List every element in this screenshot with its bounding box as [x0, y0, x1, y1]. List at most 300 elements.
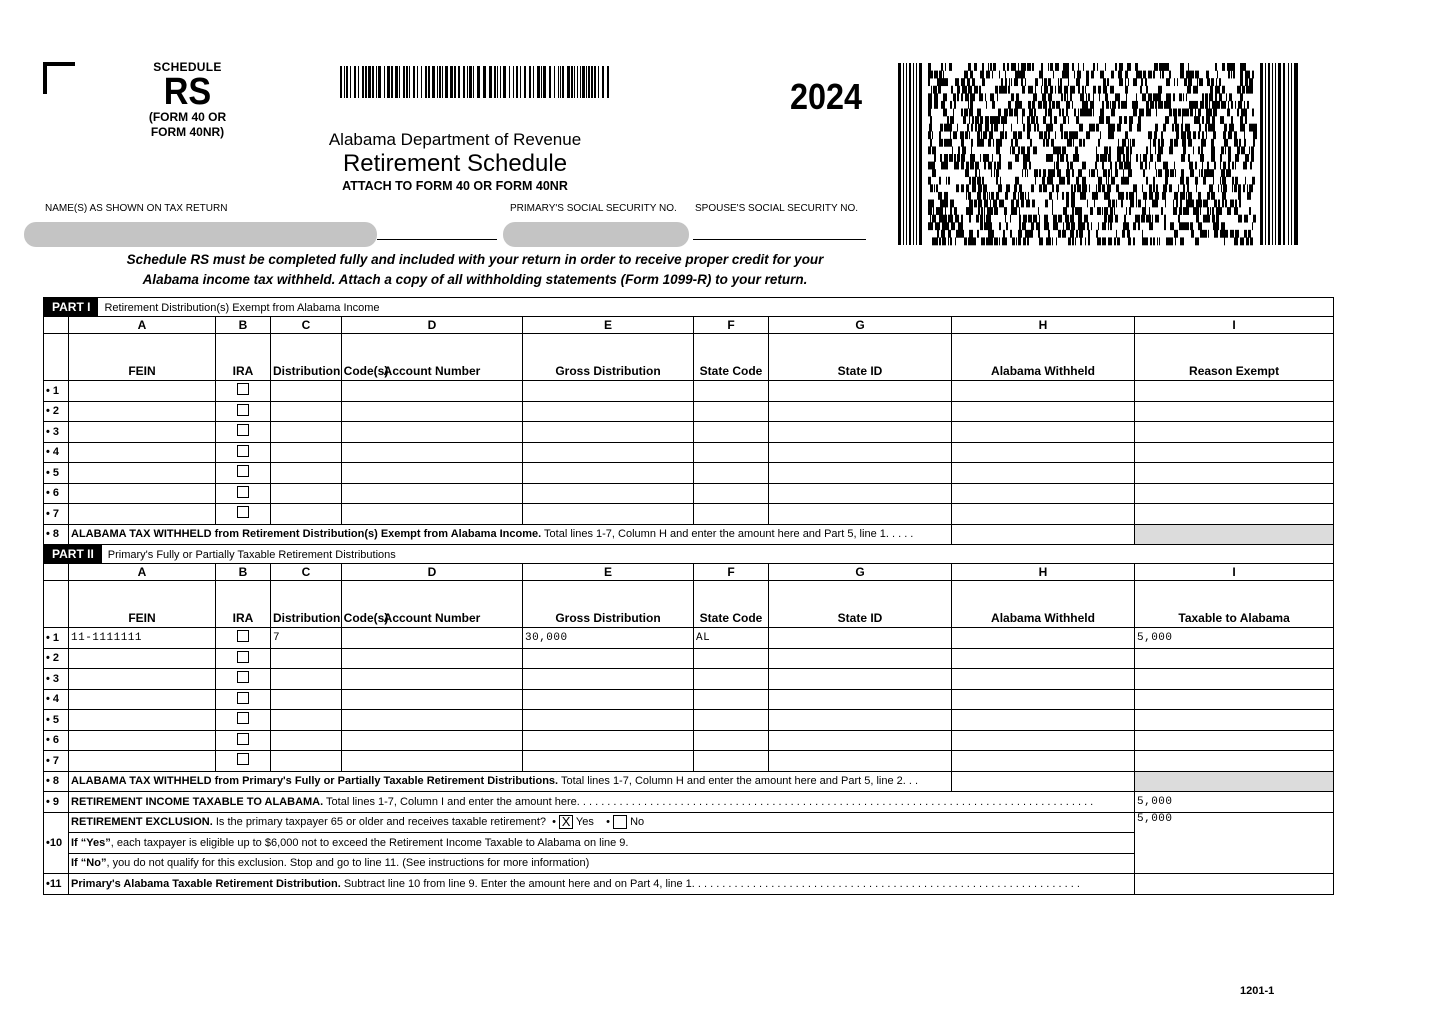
fein-field[interactable]	[69, 689, 216, 710]
line-number: • 7	[44, 751, 69, 772]
barcode-bar	[469, 66, 472, 98]
barcode-bar	[428, 66, 430, 98]
reason-exempt-field[interactable]	[1135, 463, 1334, 484]
line-number: • 5	[44, 710, 69, 731]
barcode-bar	[344, 66, 345, 98]
yes-note-text: , each taxpayer is eligible up to $6,000 not to exceed the Retirement Income Taxable to Alabama on line 9.	[110, 836, 629, 849]
barcode-bar	[580, 66, 581, 98]
column-letter-g: G	[769, 564, 952, 581]
taxable-to-alabama-field[interactable]	[1135, 751, 1334, 772]
ira-checkbox[interactable]	[237, 445, 249, 457]
column-letter-h: H	[952, 317, 1135, 334]
alabama-withheld-field[interactable]	[952, 483, 1135, 504]
ira-checkbox-cell[interactable]	[216, 751, 271, 772]
taxable-to-alabama-field[interactable]: 5,000	[1135, 628, 1334, 649]
account-number-field[interactable]	[342, 628, 523, 649]
gross-distribution-field[interactable]	[523, 648, 694, 669]
state-id-field[interactable]	[769, 463, 952, 484]
line-11-bold: Primary's Alabama Taxable Retirement Distribution.	[71, 877, 341, 890]
ira-checkbox-cell[interactable]	[216, 628, 271, 649]
yes-label: Yes	[575, 816, 594, 829]
account-number-field[interactable]	[342, 381, 523, 402]
line-number: • 1	[44, 381, 69, 402]
state-code-field[interactable]	[694, 730, 769, 751]
barcode-bar	[494, 66, 496, 98]
state-code-field[interactable]	[694, 483, 769, 504]
schedule-title: Retirement Schedule	[342, 150, 568, 177]
alabama-withheld-field[interactable]	[952, 648, 1135, 669]
column-header-6: State ID	[769, 581, 952, 628]
ira-checkbox[interactable]	[237, 424, 249, 436]
gross-distribution-field[interactable]	[523, 504, 694, 525]
line-number: • 6	[44, 730, 69, 751]
part2-header	[44, 545, 1334, 564]
barcode-bar	[558, 66, 559, 98]
fein-field[interactable]	[69, 442, 216, 463]
fein-field[interactable]	[69, 751, 216, 772]
alabama-withheld-field[interactable]	[952, 401, 1135, 422]
barcode-bar	[384, 66, 385, 98]
ira-checkbox[interactable]	[237, 383, 249, 395]
part1-label: PART I	[44, 298, 98, 316]
barcode-bar	[537, 66, 540, 98]
form-line-1: (FORM 40 OR	[148, 110, 227, 124]
barcode-bar	[500, 66, 501, 98]
state-id-field[interactable]	[769, 381, 952, 402]
ira-checkbox-cell[interactable]	[216, 422, 271, 443]
gross-distribution-field[interactable]	[523, 669, 694, 690]
alabama-withheld-field[interactable]	[952, 442, 1135, 463]
ira-checkbox[interactable]	[237, 712, 249, 724]
barcode-bar	[340, 66, 342, 98]
barcode-bar	[582, 66, 585, 98]
barcode-bar	[489, 66, 492, 98]
instructions	[80, 250, 870, 290]
line-10-bold: RETIREMENT EXCLUSION.	[71, 816, 213, 829]
barcode-bar	[372, 66, 374, 98]
column-header-3: Account Number	[342, 334, 523, 381]
part1-header	[44, 298, 1334, 317]
state-id-field[interactable]	[769, 483, 952, 504]
taxable-to-alabama-field[interactable]	[1135, 689, 1334, 710]
line-8-amount-field[interactable]	[952, 771, 1135, 792]
barcode-bar	[399, 66, 400, 98]
shaded-cell	[1135, 524, 1334, 545]
distribution-code-field[interactable]: 7	[271, 628, 342, 649]
state-id-field[interactable]	[769, 751, 952, 772]
barcode-bar	[406, 66, 408, 98]
line-10-yes-note	[69, 833, 1135, 854]
column-header-8: Reason Exempt	[1135, 334, 1334, 381]
primary-ssn-field-redacted[interactable]	[503, 222, 689, 247]
account-number-field[interactable]	[342, 751, 523, 772]
state-code-field[interactable]	[694, 381, 769, 402]
gross-distribution-field[interactable]	[523, 710, 694, 731]
distribution-code-field[interactable]	[271, 463, 342, 484]
distribution-code-field[interactable]	[271, 422, 342, 443]
state-code-field[interactable]	[694, 504, 769, 525]
column-header-4: Gross Distribution	[523, 581, 694, 628]
distribution-code-field[interactable]	[271, 689, 342, 710]
column-letter-b: B	[216, 317, 271, 334]
line-number: • 5	[44, 463, 69, 484]
line-number: • 7	[44, 504, 69, 525]
schedule-code: RS	[163, 71, 212, 113]
barcode-bar	[463, 66, 465, 98]
barcode-bar	[458, 66, 460, 98]
form-line-2: FORM 40NR)	[150, 125, 225, 139]
tax-year: 2024	[790, 76, 863, 117]
line-number: •10	[44, 812, 69, 874]
account-number-field[interactable]	[342, 401, 523, 422]
barcode-bar	[425, 66, 427, 98]
line-number: • 8	[44, 771, 69, 792]
fein-field[interactable]	[69, 710, 216, 731]
department-name: Alabama Department of Revenue	[328, 130, 582, 149]
part2-label: PART II	[44, 545, 102, 563]
ira-checkbox[interactable]	[237, 404, 249, 416]
state-id-field[interactable]	[769, 730, 952, 751]
ira-checkbox[interactable]	[237, 733, 249, 745]
column-letter-c: C	[271, 564, 342, 581]
state-code-field[interactable]	[694, 710, 769, 731]
ira-checkbox[interactable]	[237, 692, 249, 704]
gross-distribution-field[interactable]	[523, 751, 694, 772]
distribution-code-field[interactable]	[271, 504, 342, 525]
no-label: No	[630, 816, 645, 829]
primary-ssn-label: PRIMARY'S SOCIAL SECURITY NO.	[510, 203, 677, 214]
corner-cell	[44, 581, 69, 628]
state-id-field[interactable]	[769, 648, 952, 669]
gross-distribution-field[interactable]	[523, 689, 694, 710]
alabama-withheld-field[interactable]	[952, 463, 1135, 484]
column-letter-f: F	[694, 564, 769, 581]
ira-checkbox[interactable]	[237, 506, 249, 518]
state-id-field[interactable]	[769, 504, 952, 525]
state-id-field[interactable]	[769, 710, 952, 731]
no-checkbox[interactable]	[613, 815, 627, 829]
taxable-to-alabama-field[interactable]	[1135, 710, 1334, 731]
column-header-0: FEIN	[69, 334, 216, 381]
fein-field[interactable]	[69, 730, 216, 751]
fein-field[interactable]	[69, 669, 216, 690]
distribution-code-field[interactable]	[271, 381, 342, 402]
attach-note: ATTACH TO FORM 40 OR FORM 40NR	[342, 179, 568, 193]
fein-field[interactable]	[69, 401, 216, 422]
reason-exempt-field[interactable]	[1135, 381, 1334, 402]
account-number-field[interactable]	[342, 442, 523, 463]
barcode-bar	[483, 66, 486, 98]
account-number-field[interactable]	[342, 710, 523, 731]
column-header-4: Gross Distribution	[523, 334, 694, 381]
2d-barcode	[898, 63, 1298, 245]
state-code-field[interactable]	[694, 442, 769, 463]
line-8-description	[69, 771, 952, 792]
fein-field[interactable]	[69, 648, 216, 669]
line-8-bold: ALABAMA TAX WITHHELD from Primary's Fully or Partially Taxable Retirement Distributions.	[71, 775, 559, 788]
spouse-ssn-field[interactable]	[693, 239, 866, 240]
barcode-bar	[571, 66, 573, 98]
alabama-withheld-field[interactable]	[952, 751, 1135, 772]
line-10-no-note	[69, 853, 1135, 874]
ira-checkbox-cell[interactable]	[216, 710, 271, 731]
column-letter-g: G	[769, 317, 952, 334]
schedule-word: SCHEDULE	[153, 60, 222, 74]
distribution-code-field[interactable]	[271, 751, 342, 772]
barcode-bar	[598, 66, 599, 98]
state-code-field[interactable]	[694, 669, 769, 690]
line-9-text: Total lines 1-7, Column I and enter the amount here. . . . . . . . . . . . . . . . . . . . . . . . . . . . . . . . . . . . . . . . . . . . . . . . . . . . . . . . . . . . . . . . . . . . . . . . . . . . . . . . . . . . .	[323, 795, 1094, 808]
gross-distribution-field[interactable]	[523, 730, 694, 751]
ira-checkbox[interactable]	[237, 753, 249, 765]
alabama-withheld-field[interactable]	[952, 689, 1135, 710]
column-letter-b: B	[216, 564, 271, 581]
barcode-bar	[358, 66, 359, 98]
ira-checkbox[interactable]	[237, 671, 249, 683]
alabama-withheld-field[interactable]	[952, 504, 1135, 525]
line-number: • 9	[44, 792, 69, 813]
distribution-code-field[interactable]	[271, 401, 342, 422]
ira-checkbox-cell[interactable]	[216, 442, 271, 463]
barcode-bar	[477, 66, 480, 98]
column-header-7: Alabama Withheld	[952, 581, 1135, 628]
corner-cell	[44, 317, 69, 334]
line-11-text: Subtract line 10 from line 9. Enter the amount here and on Part 4, line 1. . . . . . . . . . . . . . . . . . . . . . . . . . . . . . . . . . . . . . . . . . . . . . . . . . . . . . . . . . . . . . . .	[340, 877, 1080, 890]
barcode-bar	[439, 66, 441, 98]
barcode-bar	[368, 66, 371, 98]
column-letter-a: A	[69, 317, 216, 334]
distribution-code-field[interactable]	[271, 669, 342, 690]
line-9-amount-field[interactable]: 5,000	[1135, 792, 1334, 813]
state-id-field[interactable]	[769, 669, 952, 690]
barcode-bar	[602, 66, 604, 98]
line-8-text: Total lines 1-7, Column H and enter the amount here and Part 5, line 1. . . . .	[541, 528, 914, 541]
line-number: •11	[44, 874, 69, 895]
fein-field[interactable]	[69, 483, 216, 504]
barcode-bar	[387, 66, 390, 98]
barcode-bar	[467, 66, 468, 98]
distribution-code-field[interactable]	[271, 710, 342, 731]
state-code-field[interactable]: AL	[694, 628, 769, 649]
part2-title: Primary's Fully or Partially Taxable Retirement Distributions	[107, 549, 396, 561]
ira-checkbox-cell[interactable]	[216, 648, 271, 669]
column-header-2: Distribution Code(s)	[271, 334, 342, 381]
barcode-bar	[586, 66, 587, 98]
state-id-field[interactable]	[769, 442, 952, 463]
gross-distribution-field[interactable]	[523, 442, 694, 463]
barcode-bar	[354, 66, 356, 98]
names-field-redacted[interactable]	[24, 222, 377, 247]
column-letter-f: F	[694, 317, 769, 334]
column-header-1: IRA	[216, 581, 271, 628]
distribution-code-field[interactable]	[271, 730, 342, 751]
taxable-to-alabama-field[interactable]	[1135, 648, 1334, 669]
ira-checkbox-cell[interactable]	[216, 463, 271, 484]
distribution-code-field[interactable]	[271, 483, 342, 504]
column-letter-i: I	[1135, 317, 1334, 334]
account-number-field[interactable]	[342, 669, 523, 690]
barcode-bar	[607, 66, 609, 98]
barcode-bar	[503, 66, 506, 98]
column-letter-h: H	[952, 564, 1135, 581]
state-id-field[interactable]	[769, 422, 952, 443]
distribution-code-field[interactable]	[271, 648, 342, 669]
state-code-field[interactable]	[694, 401, 769, 422]
column-header-7: Alabama Withheld	[952, 334, 1135, 381]
state-code-field[interactable]	[694, 463, 769, 484]
line-10-amount-field[interactable]: 5,000	[1135, 812, 1334, 874]
line-number: • 2	[44, 401, 69, 422]
barcode-bar	[362, 66, 364, 98]
reason-exempt-field[interactable]	[1135, 442, 1334, 463]
barcode-bar	[529, 66, 531, 98]
account-number-field[interactable]	[342, 422, 523, 443]
names-underline	[377, 239, 497, 240]
account-number-field[interactable]	[342, 463, 523, 484]
column-header-5: State Code	[694, 581, 769, 628]
barcode-bar	[524, 66, 526, 98]
barcode-bar	[403, 66, 405, 98]
barcode-bar	[574, 66, 575, 98]
ira-checkbox-cell[interactable]	[216, 730, 271, 751]
instructions-line-1: Schedule RS must be completed fully and included with your return in order to receive proper credit for your	[126, 252, 824, 267]
fein-field[interactable]	[69, 381, 216, 402]
state-id-field[interactable]	[769, 401, 952, 422]
state-id-field[interactable]	[769, 628, 952, 649]
taxable-to-alabama-field[interactable]	[1135, 669, 1334, 690]
gross-distribution-field[interactable]	[523, 401, 694, 422]
column-letter-a: A	[69, 564, 216, 581]
column-header-2: Distribution Code(s)	[271, 581, 342, 628]
fein-field[interactable]	[69, 422, 216, 443]
ira-checkbox[interactable]	[237, 465, 249, 477]
ira-checkbox-cell[interactable]	[216, 483, 271, 504]
reason-exempt-field[interactable]	[1135, 504, 1334, 525]
barcode-bar	[378, 66, 381, 98]
alabama-withheld-field[interactable]	[952, 628, 1135, 649]
column-letter-d: D	[342, 317, 523, 334]
alabama-withheld-field[interactable]	[952, 381, 1135, 402]
ira-checkbox[interactable]	[237, 630, 249, 642]
barcode-bar	[577, 66, 578, 98]
reason-exempt-field[interactable]	[1135, 483, 1334, 504]
no-note-bold: If “No”	[71, 857, 107, 870]
column-header-8: Taxable to Alabama	[1135, 581, 1334, 628]
corner-cell	[44, 564, 69, 581]
line-11-description	[69, 874, 1135, 895]
fein-field[interactable]	[69, 504, 216, 525]
yes-note-bold: If “Yes”	[71, 836, 111, 849]
schedule-badge	[135, 60, 240, 140]
distribution-code-field[interactable]	[271, 442, 342, 463]
column-letter-d: D	[342, 564, 523, 581]
gross-distribution-field[interactable]: 30,000	[523, 628, 694, 649]
line-8-bold: ALABAMA TAX WITHHELD from Retirement Distribution(s) Exempt from Alabama Income.	[71, 528, 542, 541]
retirement-schedule-table	[43, 297, 1334, 895]
taxable-to-alabama-field[interactable]	[1135, 730, 1334, 751]
column-header-6: State ID	[769, 334, 952, 381]
gross-distribution-field[interactable]	[523, 381, 694, 402]
barcode-bar	[395, 66, 398, 98]
ira-checkbox-cell[interactable]	[216, 689, 271, 710]
part1-title: Retirement Distribution(s) Exempt from Alabama Income	[104, 302, 380, 314]
gross-distribution-field[interactable]	[523, 463, 694, 484]
gross-distribution-field[interactable]	[523, 422, 694, 443]
reason-exempt-field[interactable]	[1135, 422, 1334, 443]
no-note-text: , you do not qualify for this exclusion. Stop and go to line 11. (See instructions for more information)	[106, 857, 590, 870]
barcode-bar	[562, 66, 564, 98]
line-number: • 3	[44, 669, 69, 690]
ira-checkbox-cell[interactable]	[216, 381, 271, 402]
ira-checkbox[interactable]	[237, 486, 249, 498]
line-number: • 1	[44, 628, 69, 649]
account-number-field[interactable]	[342, 730, 523, 751]
account-number-field[interactable]	[342, 648, 523, 669]
barcode-bar	[513, 66, 514, 98]
ira-checkbox-cell[interactable]	[216, 504, 271, 525]
barcode-bar	[454, 66, 456, 98]
line-number: • 2	[44, 648, 69, 669]
barcode-bar	[346, 66, 348, 98]
barcode-bar	[376, 66, 377, 98]
fein-field[interactable]: 11-1111111	[69, 628, 216, 649]
ira-checkbox-cell[interactable]	[216, 401, 271, 422]
account-number-field[interactable]	[342, 689, 523, 710]
names-label: NAME(S) AS SHOWN ON TAX RETURN	[45, 203, 228, 214]
alabama-withheld-field[interactable]	[952, 422, 1135, 443]
line-9-description	[69, 792, 1135, 813]
ira-checkbox-cell[interactable]	[216, 669, 271, 690]
account-number-field[interactable]	[342, 504, 523, 525]
line-10-description: RETIREMENT EXCLUSION. Is the primary taxpayer 65 or older and receives taxable retirement? • X Yes • No	[69, 812, 1135, 833]
ira-checkbox[interactable]	[237, 651, 249, 663]
alabama-withheld-field[interactable]	[952, 730, 1135, 751]
barcode-bar	[520, 66, 521, 98]
line-11-amount-field[interactable]	[1135, 874, 1334, 895]
line-9-bold: RETIREMENT INCOME TAXABLE TO ALABAMA.	[71, 795, 324, 808]
barcode-bar	[588, 66, 590, 98]
state-code-field[interactable]	[694, 689, 769, 710]
state-code-field[interactable]	[694, 751, 769, 772]
yes-checkbox[interactable]: X	[559, 815, 573, 829]
line-number: • 8	[44, 524, 69, 545]
barcode-bar	[591, 66, 593, 98]
state-code-field[interactable]	[694, 648, 769, 669]
account-number-field[interactable]	[342, 483, 523, 504]
alabama-withheld-field[interactable]	[952, 669, 1135, 690]
barcode-bar	[445, 66, 448, 98]
fein-field[interactable]	[69, 463, 216, 484]
alabama-withheld-field[interactable]	[952, 710, 1135, 731]
column-header-0: FEIN	[69, 581, 216, 628]
barcode-bar	[417, 66, 418, 98]
state-id-field[interactable]	[769, 689, 952, 710]
shaded-cell	[1135, 771, 1334, 792]
barcode-bar	[437, 66, 438, 98]
line-number: • 4	[44, 442, 69, 463]
column-header-1: IRA	[216, 334, 271, 381]
barcode-bar	[421, 66, 422, 98]
line-8-amount-field[interactable]	[952, 524, 1135, 545]
barcode-bar	[432, 66, 435, 98]
barcode-bar	[473, 66, 474, 98]
reason-exempt-field[interactable]	[1135, 401, 1334, 422]
barcode-bar	[391, 66, 393, 98]
gross-distribution-field[interactable]	[523, 483, 694, 504]
column-header-5: State Code	[694, 334, 769, 381]
state-code-field[interactable]	[694, 422, 769, 443]
line-8-text: Total lines 1-7, Column H and enter the amount here and Part 5, line 2. . .	[558, 775, 919, 788]
